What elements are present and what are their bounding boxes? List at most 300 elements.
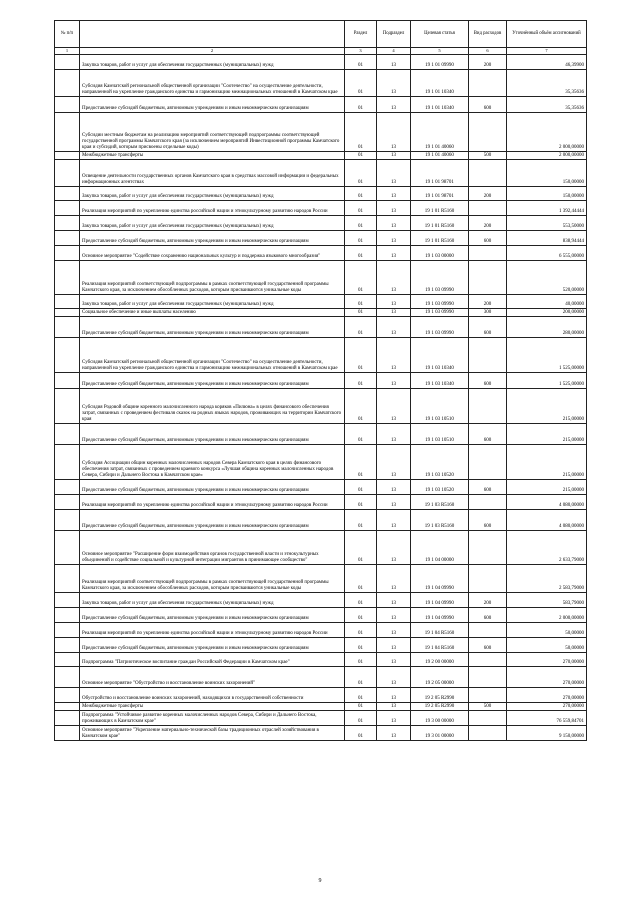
- row-subsection-cell: 13: [377, 638, 411, 653]
- table-row: [55, 309, 587, 317]
- row-target-cell: 19 1 04 09990: [411, 608, 469, 623]
- row-target-cell: 19 1 01 09990: [411, 55, 469, 70]
- row-num-cell: [55, 703, 80, 711]
- row-name-cell: Субсидии местным бюджетам на реализацию мероприятий соответствующей подпрограммы соответствующей государственной программы Камчатского края (за исключением мероприятий Инвестиционной программы Камчатского края и субсидий, которым присвоены отдельные коды): [80, 113, 345, 152]
- row-exptype-cell: [469, 688, 507, 703]
- table-row: [55, 495, 587, 510]
- row-subsection-cell: 13: [377, 565, 411, 593]
- table-row: [55, 667, 587, 688]
- row-target-cell: 19 1 01 40060: [411, 152, 469, 160]
- row-section-cell: 01: [345, 309, 377, 317]
- header-amount: Уточнённый объём ассигнований: [507, 21, 587, 48]
- row-num-cell: [55, 726, 80, 741]
- row-name-cell: Основное мероприятие "Обустройство и восстановление воинских захоронений": [80, 667, 345, 688]
- row-name-cell: Предоставление субсидий бюджетным, автономным учреждениям и иным некоммерческим организациям: [80, 317, 345, 338]
- row-subsection-cell: 13: [377, 201, 411, 216]
- row-name-cell: Реализация мероприятий по укреплению единства российской нации и этнокультурному развитию народов России: [80, 495, 345, 510]
- row-name-cell: Реализация мероприятий по укреплению единства российской нации и этнокультурному развитию народов России: [80, 623, 345, 638]
- row-amount-cell: 4 080,00000: [507, 510, 587, 531]
- table-row: [55, 373, 587, 389]
- row-target-cell: 19 2 05 00000: [411, 667, 469, 688]
- row-amount-cell: 35,35636: [507, 70, 587, 97]
- row-exptype-cell: 600: [469, 510, 507, 531]
- row-amount-cell: 1 525,00000: [507, 338, 587, 373]
- row-num-cell: [55, 187, 80, 201]
- row-subsection-cell: 13: [377, 113, 411, 152]
- row-target-cell: 19 1 01 98701: [411, 187, 469, 201]
- row-name-cell: Межбюджетные трансферты: [80, 703, 345, 711]
- row-amount-cell: 270,00000: [507, 703, 587, 711]
- row-name-cell: Субсидия Камчатской региональной общественной организации "Соотечество" на осуществление деятельности, направленной на укрепление гражданского единства и гармонизацию межнациональных отношений в Камчатском крае: [80, 70, 345, 97]
- row-subsection-cell: 13: [377, 703, 411, 711]
- row-subsection-cell: 13: [377, 389, 411, 424]
- row-name-cell: Закупка товаров, работ и услуг для обеспечения государственных (муниципальных) нужд: [80, 55, 345, 70]
- row-num-cell: [55, 653, 80, 667]
- row-name-cell: Предоставление субсидий бюджетным, автономным учреждениям и иным некоммерческим организациям: [80, 373, 345, 389]
- row-amount-cell: 270,00000: [507, 667, 587, 688]
- table-row: [55, 55, 587, 70]
- row-section-cell: 01: [345, 667, 377, 688]
- row-section-cell: 01: [345, 70, 377, 97]
- row-exptype-cell: 600: [469, 638, 507, 653]
- row-amount-cell: 270,00000: [507, 653, 587, 667]
- table-body: [55, 55, 587, 741]
- row-target-cell: 19 1 03 R5160: [411, 495, 469, 510]
- table-row: [55, 97, 587, 113]
- row-exptype-cell: [469, 445, 507, 480]
- row-subsection-cell: 13: [377, 608, 411, 623]
- row-amount-cell: 2 000,00000: [507, 152, 587, 160]
- row-num-cell: [55, 113, 80, 152]
- row-section-cell: 01: [345, 389, 377, 424]
- row-target-cell: 19 1 03 R5160: [411, 510, 469, 531]
- row-exptype-cell: 600: [469, 97, 507, 113]
- row-subsection-cell: 13: [377, 667, 411, 688]
- table-row: [55, 688, 587, 703]
- row-exptype-cell: 600: [469, 608, 507, 623]
- row-amount-cell: 9 150,00000: [507, 726, 587, 741]
- row-subsection-cell: 13: [377, 295, 411, 309]
- budget-table: [54, 20, 587, 741]
- row-name-cell: Закупка товаров, работ и услуг для обеспечения государственных (муниципальных) нужд: [80, 593, 345, 608]
- header-name: [80, 21, 345, 48]
- row-amount-cell: 280,00000: [507, 317, 587, 338]
- table-row: [55, 389, 587, 424]
- table-row: [55, 187, 587, 201]
- row-target-cell: 19 1 03 00000: [411, 246, 469, 261]
- row-amount-cell: 35,35636: [507, 97, 587, 113]
- row-section-cell: 01: [345, 113, 377, 152]
- row-amount-cell: 215,00000: [507, 424, 587, 445]
- row-exptype-cell: 500: [469, 152, 507, 160]
- row-name-cell: Предоставление субсидий бюджетным, автономным учреждениям и иным некоммерческим организациям: [80, 97, 345, 113]
- table-row: [55, 531, 587, 565]
- row-subsection-cell: 13: [377, 309, 411, 317]
- row-name-cell: Закупка товаров, работ и услуг для обеспечения государственных (муниципальных) нужд: [80, 187, 345, 201]
- row-section-cell: 01: [345, 703, 377, 711]
- row-amount-cell: 1 392,44444: [507, 201, 587, 216]
- row-exptype-cell: 600: [469, 317, 507, 338]
- row-section-cell: 01: [345, 317, 377, 338]
- row-num-cell: [55, 667, 80, 688]
- row-name-cell: Межбюджетные трансферты: [80, 152, 345, 160]
- row-section-cell: 01: [345, 338, 377, 373]
- row-target-cell: 19 3 01 00000: [411, 726, 469, 741]
- table-row: [55, 623, 587, 638]
- row-num-cell: [55, 70, 80, 97]
- row-section-cell: 01: [345, 152, 377, 160]
- row-num-cell: [55, 152, 80, 160]
- row-exptype-cell: 200: [469, 55, 507, 70]
- row-exptype-cell: [469, 113, 507, 152]
- row-target-cell: 19 1 03 09990: [411, 317, 469, 338]
- row-target-cell: 19 1 03 09990: [411, 295, 469, 309]
- column-number: 5: [411, 48, 469, 55]
- row-num-cell: [55, 317, 80, 338]
- row-num-cell: [55, 565, 80, 593]
- row-section-cell: 01: [345, 638, 377, 653]
- header-num: № п/п: [55, 21, 80, 48]
- row-exptype-cell: 200: [469, 216, 507, 231]
- row-name-cell: Предоставление субсидий бюджетным, автономным учреждениям и иным некоммерческим организациям: [80, 424, 345, 445]
- row-num-cell: [55, 608, 80, 623]
- table-row: [55, 653, 587, 667]
- header-section: Раздел: [345, 21, 377, 48]
- row-subsection-cell: 13: [377, 424, 411, 445]
- row-exptype-cell: 200: [469, 187, 507, 201]
- row-section-cell: 01: [345, 55, 377, 70]
- table-row: [55, 317, 587, 338]
- row-name-cell: Освещение деятельности государственных органов Камчатского края в средствах массовой информации и федеральных информационных агентствах: [80, 160, 345, 187]
- row-subsection-cell: 13: [377, 711, 411, 726]
- row-exptype-cell: 500: [469, 703, 507, 711]
- row-target-cell: 19 1 01 40060: [411, 113, 469, 152]
- row-num-cell: [55, 480, 80, 495]
- row-target-cell: 19 1 04 R5160: [411, 638, 469, 653]
- table-row: [55, 246, 587, 261]
- row-exptype-cell: [469, 531, 507, 565]
- row-target-cell: 19 1 03 10520: [411, 445, 469, 480]
- row-exptype-cell: 300: [469, 309, 507, 317]
- row-num-cell: [55, 424, 80, 445]
- row-section-cell: 01: [345, 373, 377, 389]
- row-target-cell: 19 1 04 00000: [411, 531, 469, 565]
- row-section-cell: 01: [345, 216, 377, 231]
- row-num-cell: [55, 201, 80, 216]
- row-amount-cell: 215,00000: [507, 480, 587, 495]
- row-subsection-cell: 13: [377, 373, 411, 389]
- row-exptype-cell: [469, 623, 507, 638]
- row-name-cell: Основное мероприятие "Содействие сохранению национальных культур и поддержка языкового многообразия": [80, 246, 345, 261]
- column-number: 6: [469, 48, 507, 55]
- row-amount-cell: 50,00000: [507, 638, 587, 653]
- row-exptype-cell: [469, 565, 507, 593]
- row-num-cell: [55, 246, 80, 261]
- row-subsection-cell: 13: [377, 623, 411, 638]
- row-num-cell: [55, 55, 80, 70]
- row-section-cell: 01: [345, 593, 377, 608]
- row-section-cell: 01: [345, 424, 377, 445]
- row-amount-cell: 2 583,79000: [507, 565, 587, 593]
- row-subsection-cell: 13: [377, 480, 411, 495]
- row-target-cell: 19 3 00 00000: [411, 711, 469, 726]
- row-target-cell: 19 1 01 10340: [411, 70, 469, 97]
- row-num-cell: [55, 216, 80, 231]
- column-number: 4: [377, 48, 411, 55]
- row-name-cell: Предоставление субсидий бюджетным, автономным учреждениям и иным некоммерческим организациям: [80, 638, 345, 653]
- row-subsection-cell: 13: [377, 338, 411, 373]
- row-name-cell: Подпрограмма "Патриотическое воспитание граждан Российской Федерации в Камчатском крае": [80, 653, 345, 667]
- table-row: [55, 231, 587, 246]
- table-row: [55, 113, 587, 152]
- header-exptype: Вид расходов: [469, 21, 507, 48]
- row-target-cell: 19 1 01 10340: [411, 97, 469, 113]
- header-target: Целевая статья: [411, 21, 469, 48]
- row-amount-cell: 6 555,00000: [507, 246, 587, 261]
- row-num-cell: [55, 231, 80, 246]
- row-exptype-cell: [469, 246, 507, 261]
- table-row: [55, 445, 587, 480]
- column-number: 1: [55, 48, 80, 55]
- table-row: [55, 70, 587, 97]
- row-section-cell: 01: [345, 608, 377, 623]
- row-num-cell: [55, 97, 80, 113]
- row-num-cell: [55, 531, 80, 565]
- row-section-cell: 01: [345, 246, 377, 261]
- row-name-cell: Субсидия Родовой общине коренного малочисленного народа коряков «Пилюна» в целях финансового обеспечения затрат, связанных с проведением фестиваля сказок на родных языках народов, проживающих на территории Камчатского края: [80, 389, 345, 424]
- row-target-cell: 19 1 03 10510: [411, 424, 469, 445]
- row-num-cell: [55, 295, 80, 309]
- table-row: [55, 510, 587, 531]
- row-name-cell: Субсидия Ассоциации общин коренных малочисленных народов Севера Камчатского края в целях финансового обеспечения затрат, связанных с проведением краевого конкурса «Лучшая община коренных малочисленных народов Севера, Сибири и Дальнего Востока в Камчатском крае»: [80, 445, 345, 480]
- row-section-cell: 01: [345, 295, 377, 309]
- column-number-row: [55, 48, 587, 55]
- table-header-row: [55, 21, 587, 48]
- row-exptype-cell: [469, 667, 507, 688]
- row-target-cell: 19 1 03 09990: [411, 309, 469, 317]
- column-number: 2: [80, 48, 345, 55]
- row-amount-cell: 270,00000: [507, 688, 587, 703]
- row-exptype-cell: [469, 495, 507, 510]
- row-name-cell: Предоставление субсидий бюджетным, автономным учреждениям и иным некоммерческим организациям: [80, 480, 345, 495]
- row-target-cell: 19 1 01 R5160: [411, 231, 469, 246]
- row-subsection-cell: 13: [377, 97, 411, 113]
- column-number: 7: [507, 48, 587, 55]
- row-amount-cell: 46,39900: [507, 55, 587, 70]
- row-amount-cell: 520,00000: [507, 261, 587, 295]
- table-row: [55, 216, 587, 231]
- row-name-cell: Обустройство и восстановление воинских захоронений, находящихся в государственной собственности: [80, 688, 345, 703]
- row-exptype-cell: [469, 389, 507, 424]
- row-amount-cell: 150,00000: [507, 160, 587, 187]
- row-section-cell: 01: [345, 565, 377, 593]
- row-subsection-cell: 13: [377, 510, 411, 531]
- row-amount-cell: 838,94444: [507, 231, 587, 246]
- row-section-cell: 01: [345, 480, 377, 495]
- row-name-cell: Реализация мероприятий соответствующей подпрограммы в рамках соответствующей государственной программы Камчатского края, за исключением обособленных расходов, которым присваиваются уникальные коды: [80, 565, 345, 593]
- row-exptype-cell: [469, 160, 507, 187]
- row-num-cell: [55, 495, 80, 510]
- row-section-cell: 01: [345, 445, 377, 480]
- row-num-cell: [55, 389, 80, 424]
- row-exptype-cell: 200: [469, 295, 507, 309]
- table-row: [55, 338, 587, 373]
- page-number: 9: [318, 878, 322, 884]
- row-section-cell: 01: [345, 187, 377, 201]
- row-exptype-cell: [469, 201, 507, 216]
- row-name-cell: Закупка товаров, работ и услуг для обеспечения государственных (муниципальных) нужд: [80, 295, 345, 309]
- budget-table-container: [54, 20, 586, 741]
- row-target-cell: 19 2 00 00000: [411, 653, 469, 667]
- row-subsection-cell: 13: [377, 317, 411, 338]
- row-section-cell: 01: [345, 510, 377, 531]
- row-exptype-cell: [469, 653, 507, 667]
- row-amount-cell: 2 000,00000: [507, 608, 587, 623]
- row-name-cell: Подпрограмма "Устойчивое развитие коренных малочисленных народов Севера, Сибири и Дальнего Востока, проживающих в Камчатском крае": [80, 711, 345, 726]
- table-row: [55, 726, 587, 741]
- row-num-cell: [55, 593, 80, 608]
- row-section-cell: 01: [345, 653, 377, 667]
- table-row: [55, 565, 587, 593]
- row-target-cell: 19 1 01 R5160: [411, 216, 469, 231]
- row-num-cell: [55, 711, 80, 726]
- row-subsection-cell: 13: [377, 531, 411, 565]
- table-row: [55, 201, 587, 216]
- row-section-cell: 01: [345, 711, 377, 726]
- row-num-cell: [55, 445, 80, 480]
- row-exptype-cell: [469, 261, 507, 295]
- row-subsection-cell: 13: [377, 688, 411, 703]
- row-exptype-cell: 600: [469, 373, 507, 389]
- table-row: [55, 593, 587, 608]
- row-target-cell: 19 1 03 10520: [411, 480, 469, 495]
- row-num-cell: [55, 623, 80, 638]
- row-amount-cell: 40,00000: [507, 295, 587, 309]
- table-row: [55, 152, 587, 160]
- row-name-cell: Социальное обеспечение и иные выплаты населению: [80, 309, 345, 317]
- row-amount-cell: 583,79000: [507, 593, 587, 608]
- row-target-cell: 19 1 04 R5160: [411, 623, 469, 638]
- row-subsection-cell: 13: [377, 495, 411, 510]
- row-name-cell: Предоставление субсидий бюджетным, автономным учреждениям и иным некоммерческим организациям: [80, 510, 345, 531]
- row-amount-cell: 150,00000: [507, 187, 587, 201]
- table-row: [55, 608, 587, 623]
- table-row: [55, 638, 587, 653]
- row-subsection-cell: 13: [377, 231, 411, 246]
- row-num-cell: [55, 261, 80, 295]
- row-name-cell: Закупка товаров, работ и услуг для обеспечения государственных (муниципальных) нужд: [80, 216, 345, 231]
- row-target-cell: 19 1 03 10340: [411, 373, 469, 389]
- row-num-cell: [55, 638, 80, 653]
- row-section-cell: 01: [345, 231, 377, 246]
- row-amount-cell: 215,00000: [507, 389, 587, 424]
- row-amount-cell: 50,00000: [507, 623, 587, 638]
- row-subsection-cell: 13: [377, 593, 411, 608]
- row-exptype-cell: [469, 70, 507, 97]
- row-exptype-cell: 600: [469, 231, 507, 246]
- row-subsection-cell: 13: [377, 152, 411, 160]
- row-amount-cell: 1 525,00000: [507, 373, 587, 389]
- row-section-cell: 01: [345, 201, 377, 216]
- row-name-cell: Основное мероприятие "Укрепление материально-технической базы традиционных отраслей хозяйствования в Камчатском крае": [80, 726, 345, 741]
- row-name-cell: Основное мероприятие "Расширение форм взаимодействия органов государственной власти и этнокультурных объединений и содействие социальной и культурной интеграции мигрантов в принимающее сообщество": [80, 531, 345, 565]
- row-subsection-cell: 13: [377, 246, 411, 261]
- row-section-cell: 01: [345, 726, 377, 741]
- row-target-cell: 19 1 04 09990: [411, 565, 469, 593]
- table-row: [55, 160, 587, 187]
- row-subsection-cell: 13: [377, 55, 411, 70]
- row-amount-cell: 2 000,00000: [507, 113, 587, 152]
- row-exptype-cell: [469, 338, 507, 373]
- row-target-cell: 19 1 01 R5160: [411, 201, 469, 216]
- row-name-cell: Субсидия Камчатской региональной общественной организации "Соотечество" на осуществление деятельности, направленной на укрепление гражданского единства и гармонизацию межнациональных отношений в Камчатском крае: [80, 338, 345, 373]
- row-target-cell: 19 1 04 09990: [411, 593, 469, 608]
- row-name-cell: Предоставление субсидий бюджетным, автономным учреждениям и иным некоммерческим организациям: [80, 608, 345, 623]
- table-row: [55, 480, 587, 495]
- row-subsection-cell: 13: [377, 261, 411, 295]
- row-num-cell: [55, 309, 80, 317]
- row-target-cell: 19 1 03 10510: [411, 389, 469, 424]
- row-amount-cell: 4 080,00000: [507, 495, 587, 510]
- row-amount-cell: 200,00000: [507, 309, 587, 317]
- row-target-cell: 19 1 03 09990: [411, 261, 469, 295]
- row-section-cell: 01: [345, 688, 377, 703]
- row-name-cell: Реализация мероприятий по укреплению единства российской нации и этнокультурному развитию народов России: [80, 201, 345, 216]
- row-subsection-cell: 13: [377, 726, 411, 741]
- row-subsection-cell: 13: [377, 216, 411, 231]
- row-target-cell: 19 1 03 10340: [411, 338, 469, 373]
- row-target-cell: 19 2 05 R2990: [411, 688, 469, 703]
- row-amount-cell: 76 559,84701: [507, 711, 587, 726]
- row-num-cell: [55, 373, 80, 389]
- row-section-cell: 01: [345, 160, 377, 187]
- row-section-cell: 01: [345, 623, 377, 638]
- row-num-cell: [55, 338, 80, 373]
- row-exptype-cell: [469, 711, 507, 726]
- row-section-cell: 01: [345, 495, 377, 510]
- row-section-cell: 01: [345, 97, 377, 113]
- row-target-cell: 19 1 01 98701: [411, 160, 469, 187]
- table-row: [55, 711, 587, 726]
- row-section-cell: 01: [345, 261, 377, 295]
- row-section-cell: 01: [345, 531, 377, 565]
- table-row: [55, 295, 587, 309]
- column-number: 3: [345, 48, 377, 55]
- row-exptype-cell: 600: [469, 424, 507, 445]
- row-subsection-cell: 13: [377, 160, 411, 187]
- row-target-cell: 19 2 05 R2990: [411, 703, 469, 711]
- row-subsection-cell: 13: [377, 187, 411, 201]
- row-num-cell: [55, 160, 80, 187]
- row-name-cell: Реализация мероприятий соответствующей подпрограммы в рамках соответствующей государственной программы Камчатского края, за исключением обособленных расходов, которым присваиваются уникальные коды: [80, 261, 345, 295]
- row-subsection-cell: 13: [377, 445, 411, 480]
- header-subsection: Подраздел: [377, 21, 411, 48]
- row-num-cell: [55, 510, 80, 531]
- row-amount-cell: 2 633,79000: [507, 531, 587, 565]
- row-subsection-cell: 13: [377, 653, 411, 667]
- table-row: [55, 703, 587, 711]
- row-amount-cell: 215,00000: [507, 445, 587, 480]
- row-name-cell: Предоставление субсидий бюджетным, автономным учреждениям и иным некоммерческим организациям: [80, 231, 345, 246]
- row-amount-cell: 553,50000: [507, 216, 587, 231]
- row-subsection-cell: 13: [377, 70, 411, 97]
- row-num-cell: [55, 688, 80, 703]
- row-exptype-cell: 200: [469, 593, 507, 608]
- row-exptype-cell: 600: [469, 480, 507, 495]
- table-row: [55, 261, 587, 295]
- row-exptype-cell: [469, 726, 507, 741]
- table-row: [55, 424, 587, 445]
